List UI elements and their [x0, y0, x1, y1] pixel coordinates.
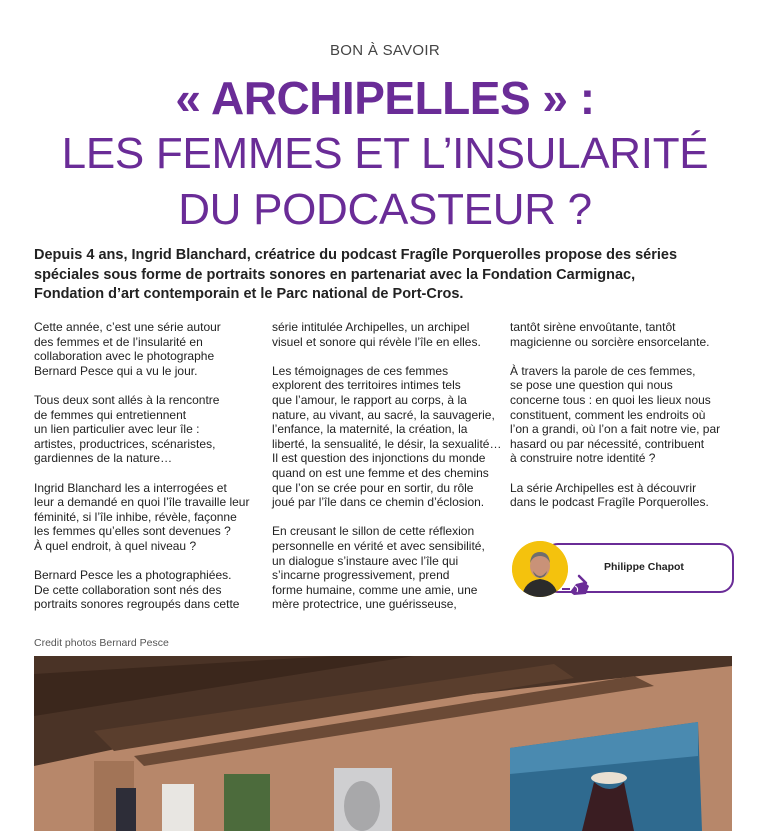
photo-credit: Credit photos Bernard Pesce	[34, 637, 169, 649]
text-line: que l’on se crée pour en sortir, du rôle	[272, 480, 474, 495]
text-line: mère protectrice, une guérisseuse,	[272, 597, 457, 612]
text-line: quand on est une femme et des chemins	[272, 465, 489, 480]
text-column-1	[34, 320, 254, 626]
text-line: La série Archipelles est à découvrir	[510, 480, 697, 495]
text-line: De cette collaboration sont nés des	[34, 582, 222, 597]
paragraph	[34, 568, 254, 612]
text-line: Les témoignages de ces femmes	[272, 363, 449, 378]
title-line-1: « ARCHIPELLES » :	[175, 72, 595, 124]
text-line: artistes, productrices, scénaristes,	[34, 436, 216, 451]
paragraph	[510, 481, 730, 510]
text-column-2	[272, 320, 502, 626]
title-line-2: LES FEMMES ET L’INSULARITÉ	[61, 129, 709, 178]
text-line: portraits sonores regroupés dans cette	[34, 597, 240, 612]
paragraph	[34, 320, 254, 378]
text-line: Ingrid Blanchard les a interrogées et	[34, 480, 227, 495]
text-line: magicienne ou sorcière ensorcelante.	[510, 334, 710, 349]
text-line: féminité, si l’île inhibe, révèle, façonne	[34, 509, 237, 524]
lead-paragraph	[34, 246, 734, 305]
article-title	[0, 70, 770, 238]
text-line: explorent des territoires intimes tels	[272, 378, 461, 393]
text-line: leur a demandé en quoi l’île travaille leur	[34, 495, 250, 510]
lead-line: Depuis 4 ans, Ingrid Blanchard, créatrice du podcast Fragîle Porquerolles propose des séries	[34, 247, 678, 263]
text-line: se pose une question qui nous	[510, 378, 673, 393]
text-line: forme humaine, comme une amie, une	[272, 582, 478, 597]
title-line-3: DU PODCASTEUR ?	[178, 185, 592, 234]
text-line: l’enfance, la maternité, la création, la	[272, 422, 468, 437]
paragraph	[34, 481, 254, 554]
lead-line: spéciales sous forme de portraits sonores en partenariat avec la Fondation Carmignac,	[34, 266, 636, 283]
paragraph	[272, 320, 497, 349]
writing-hand-icon	[562, 574, 592, 596]
text-line: dans le podcast Fragîle Porquerolles.	[510, 495, 709, 510]
text-line: s’incarne progressivement, prend	[272, 568, 450, 583]
paragraph	[510, 320, 730, 349]
text-line: un lien particulier avec leur île :	[34, 422, 200, 437]
text-line: À travers la parole de ces femmes,	[510, 363, 696, 378]
text-line: nature, au vivant, au sacré, la sauvagerie,	[272, 407, 495, 422]
text-line: Bernard Pesce qui a vu le jour.	[34, 363, 198, 378]
lead-line: Fondation d’art contemporain et le Parc national de Port-Cros.	[34, 286, 464, 302]
text-line: Il est question des injonctions du monde	[272, 451, 486, 466]
text-line: personnelle en vérité et avec sensibilité,	[272, 538, 485, 553]
text-line: À quel endroit, à quel niveau ?	[34, 538, 197, 553]
section-kicker: BON À SAVOIR	[329, 42, 440, 59]
text-line: visuel et sonore qui révèle l’île en elles.	[272, 334, 481, 349]
paragraph	[272, 524, 497, 612]
paragraph	[510, 364, 730, 466]
text-line: que l’amour, le rapport au corps, à la	[272, 392, 467, 407]
text-line: un dialogue s’instaure avec l’île qui	[272, 553, 459, 568]
text-line: hasard ou par nécessité, contribuent	[510, 436, 705, 451]
text-line: tantôt sirène envoûtante, tantôt	[510, 320, 676, 334]
text-line: constituent, comment les endroits où	[510, 407, 706, 422]
text-line: de femmes qui entretiennent	[34, 407, 187, 422]
text-column-3	[510, 320, 730, 524]
text-line: concerne tous : en quoi les lieux nous	[510, 392, 711, 407]
text-line: liberté, la sensualité, le désir, la sexualité…	[272, 436, 502, 451]
author-avatar	[512, 541, 568, 597]
text-line: à construire notre identité ?	[510, 451, 656, 466]
exhibition-photo	[34, 656, 732, 831]
text-line: joué par l’île dans ce chemin d’éclosion.	[272, 495, 485, 510]
text-line: des femmes et de l’insularité en	[34, 334, 203, 349]
text-line: En creusant le sillon de cette réflexion	[272, 524, 475, 539]
text-line: Tous deux sont allés à la rencontre	[34, 392, 220, 407]
text-line: l’on a grandi, où l’on a fait notre vie, par	[510, 422, 721, 437]
paragraph	[34, 393, 254, 466]
author-name: Philippe Chapot	[604, 561, 684, 573]
text-line: Bernard Pesce les a photographiées.	[34, 568, 232, 583]
paragraph	[272, 363, 502, 510]
text-line: les femmes qu’elles sont devenues ?	[34, 524, 231, 539]
text-line: gardiennes de la nature…	[34, 451, 173, 466]
text-line: collaboration avec le photographe	[34, 349, 215, 364]
text-line: série intitulée Archipelles, un archipel	[272, 320, 470, 334]
text-line: Cette année, c’est une série autour	[34, 320, 221, 334]
